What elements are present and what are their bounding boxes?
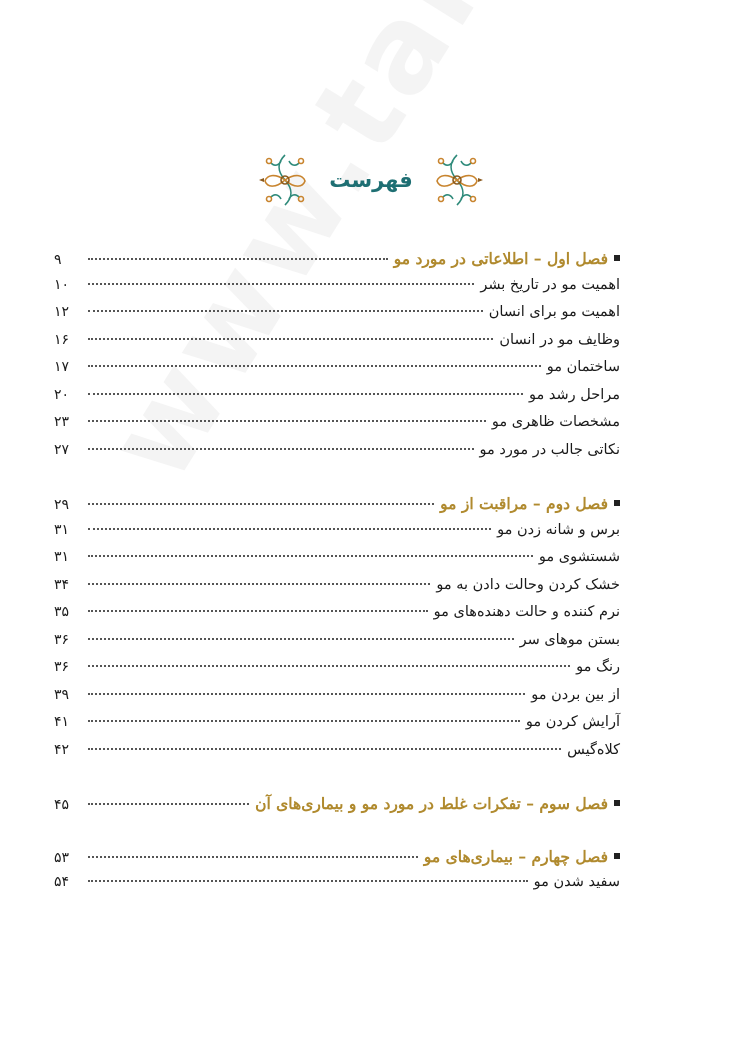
entry-title: نرم کننده و حالت دهنده‌های مو xyxy=(433,604,620,620)
toc-entry[interactable] xyxy=(54,632,620,660)
page-number: ۳۶ xyxy=(54,659,70,675)
entry-title: ساختمان مو xyxy=(546,359,620,375)
dot-leader xyxy=(88,419,486,422)
page-number: ۱۰ xyxy=(54,276,70,293)
entry-title: کلاه‌گیس xyxy=(567,741,620,758)
toc-entry[interactable] xyxy=(54,714,620,742)
toc-entry[interactable] xyxy=(54,442,620,470)
entry-title: بستن موهای سر xyxy=(519,631,620,648)
page-number: ۱۶ xyxy=(54,331,70,348)
toc-entry[interactable] xyxy=(54,332,620,360)
toc-chapter-3[interactable] xyxy=(54,794,620,822)
entry-title: نکاتی جالب در مورد مو xyxy=(479,441,620,458)
dot-leader xyxy=(88,802,249,805)
dot-leader xyxy=(88,337,493,340)
entry-title: شستشوی مو xyxy=(538,549,620,565)
entry-title: برس و شانه زدن مو xyxy=(497,521,620,538)
page-number: ۴۵ xyxy=(54,797,70,813)
toc-chapter-2[interactable] xyxy=(54,494,620,522)
page-number: ۴۱ xyxy=(54,714,70,730)
square-bullet-icon xyxy=(614,853,620,859)
page-number: ۱۲ xyxy=(54,304,70,320)
entry-title: مراحل رشد مو xyxy=(529,386,620,403)
dot-leader xyxy=(88,664,570,667)
square-bullet-icon xyxy=(614,500,620,506)
dot-leader xyxy=(88,392,523,395)
dot-leader xyxy=(88,719,520,722)
square-bullet-icon xyxy=(614,255,620,261)
entry-title: از بین بردن مو xyxy=(531,686,620,703)
dot-leader xyxy=(88,364,541,367)
dot-leader xyxy=(88,692,525,695)
page-number: ۳۱ xyxy=(54,521,70,538)
dot-leader xyxy=(88,747,561,750)
toc-entry[interactable] xyxy=(54,414,620,442)
dot-leader xyxy=(88,554,533,557)
dot-leader xyxy=(88,527,491,530)
page-number: ۵۴ xyxy=(54,874,70,890)
toc-entry[interactable] xyxy=(54,522,620,550)
dot-leader xyxy=(88,879,528,882)
dot-leader xyxy=(88,637,514,640)
chapter-title: فصل اول – اطلاعاتی در مورد مو xyxy=(393,249,608,268)
dot-leader xyxy=(88,309,483,312)
page-number: ۱۷ xyxy=(54,359,70,375)
page-number: ۴۲ xyxy=(54,741,70,758)
dot-leader xyxy=(88,855,418,858)
toc-entry[interactable] xyxy=(54,304,620,332)
page-number: ۳۱ xyxy=(54,549,70,565)
toc-entry[interactable] xyxy=(54,604,620,632)
toc-entry[interactable] xyxy=(54,359,620,387)
ornament-left-icon xyxy=(259,151,311,209)
page-number: ۲۹ xyxy=(54,497,70,513)
toc-entry[interactable] xyxy=(54,742,620,770)
page-number: ۲۳ xyxy=(54,414,70,430)
ornament-right-icon xyxy=(431,151,483,209)
entry-title: وظایف مو در انسان xyxy=(499,331,620,348)
page-number: ۳۹ xyxy=(54,686,70,703)
page-number: ۳۶ xyxy=(54,631,70,648)
dot-leader xyxy=(88,502,434,505)
toc-entry[interactable] xyxy=(54,874,620,902)
chapter-title: فصل سوم – تفکرات غلط در مورد مو و بیماری‌های آن xyxy=(255,794,608,813)
dot-leader xyxy=(88,582,430,585)
table-of-contents xyxy=(54,249,620,902)
dot-leader xyxy=(88,257,388,260)
page-number: ۹ xyxy=(54,252,62,268)
toc-chapter-1[interactable] xyxy=(54,249,620,277)
page-number: ۲۰ xyxy=(54,386,70,403)
toc-entry[interactable] xyxy=(54,577,620,605)
entry-title: اهمیت مو برای انسان xyxy=(488,304,620,320)
page-number: ۳۴ xyxy=(54,576,70,593)
entry-title: مشخصات ظاهری مو xyxy=(491,414,620,430)
square-bullet-icon xyxy=(614,800,620,806)
entry-title: رنگ مو xyxy=(576,659,620,675)
dot-leader xyxy=(88,447,474,450)
page-number: ۳۵ xyxy=(54,604,70,620)
toc-entry[interactable] xyxy=(54,549,620,577)
entry-title: آرایش کردن مو xyxy=(525,714,620,730)
entry-title: خشک کردن وحالت دادن به مو xyxy=(436,576,620,593)
entry-title: اهمیت مو در تاریخ بشر xyxy=(480,276,620,293)
page-number: ۵۳ xyxy=(54,849,70,866)
toc-entry[interactable] xyxy=(54,277,620,305)
entry-title: سفید شدن مو xyxy=(533,874,620,890)
chapter-title: فصل دوم – مراقبت از مو xyxy=(440,494,608,513)
toc-entry[interactable] xyxy=(54,387,620,415)
dot-leader xyxy=(88,609,428,612)
page-number: ۲۷ xyxy=(54,441,70,458)
toc-entry[interactable] xyxy=(54,687,620,715)
dot-leader xyxy=(88,282,474,285)
toc-entry[interactable] xyxy=(54,659,620,687)
toc-header xyxy=(0,150,742,210)
page-title: فهرست xyxy=(329,168,413,192)
chapter-title: فصل چهارم – بیماری‌های مو xyxy=(423,846,608,866)
toc-chapter-4[interactable] xyxy=(54,847,620,875)
